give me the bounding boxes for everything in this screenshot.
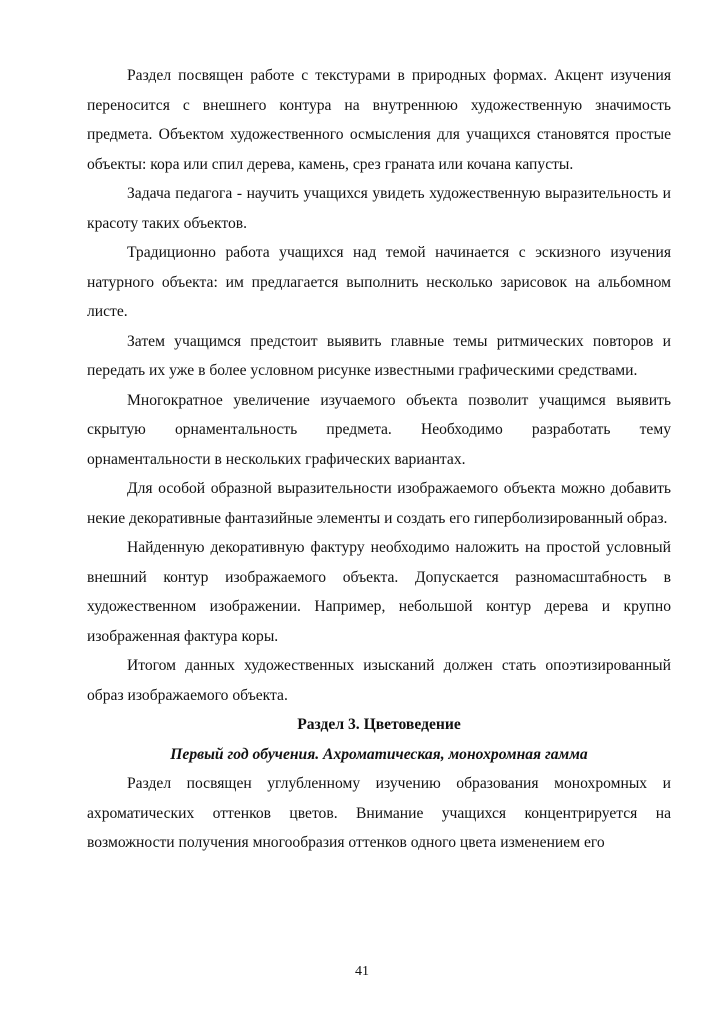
section-heading: Раздел 3. Цветоведение: [297, 716, 461, 733]
page-number: 41: [355, 964, 369, 979]
subsection-heading: Первый год обучения. Ахроматическая, монохромная гамма: [170, 745, 588, 763]
page-content: [87, 61, 671, 858]
paragraph: Раздел посвящен углубленному изучению образования монохромных и ахроматических оттенков цветов. Внимание учащихся концентрируется на возможности получения многообразия оттенков одного цвета изменением его: [87, 775, 671, 851]
paragraph: Раздел посвящен работе с текстурами в природных формах. Акцент изучения переносится с внешнего контура на внутреннюю художественную значимость предмета. Объектом художественного осмысления для учащихся становятся простые объекты: кора или спил дерева, камень, срез граната или кочана капусты.: [87, 67, 671, 173]
paragraph: Затем учащимся предстоит выявить главные темы ритмических повторов и передать их уже в более условном рисунке известными графическими средствами.: [87, 332, 671, 379]
paragraph: Многократное увеличение изучаемого объекта позволит учащимся выявить скрытую орнаментальность предмета. Необходимо разработать тему орнаментальности в нескольких графических вариантах.: [87, 391, 671, 468]
paragraph: Итогом данных художественных изысканий должен стать опоэтизированный образ изображаемого объекта.: [87, 657, 671, 704]
paragraph: Найденную декоративную фактуру необходимо наложить на простой условный внешний контур изображаемого объекта. Допускается разномасштабность в художественном изображении. Например, небольшой контур дерева и крупно изображенная фактура коры.: [87, 539, 671, 645]
paragraph: Задача педагога - научить учащихся увидеть художественную выразительность и красоту таких объектов.: [87, 185, 671, 232]
paragraph: Традиционно работа учащихся над темой начинается с эскизного изучения натурного объекта: им предлагается выполнить несколько зарисовок на альбомном листе.: [87, 244, 671, 320]
paragraph: Для особой образной выразительности изображаемого объекта можно добавить некие декоративные фантазийные элементы и создать его гиперболизированный образ.: [87, 480, 671, 527]
